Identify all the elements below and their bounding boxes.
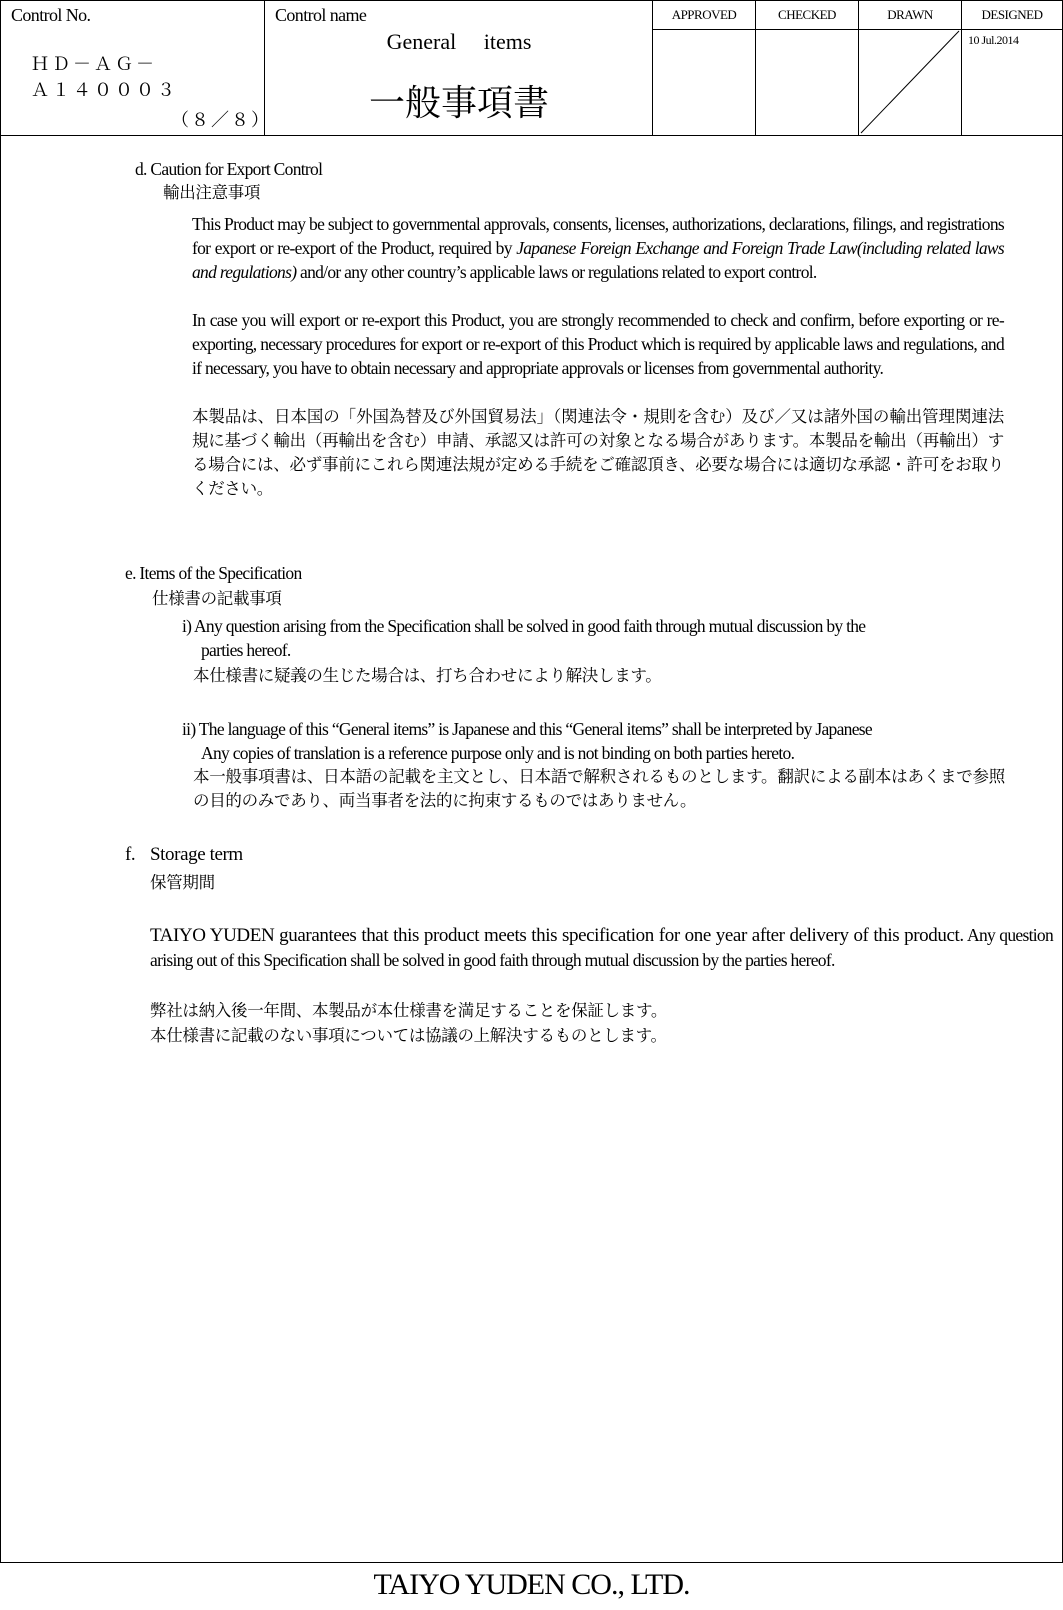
section-f-jp2: 本仕様書に記載のない事項については協議の上解決するものとします。 [150,1026,667,1045]
section-d-heading: d. Caution for Export Control [135,159,323,179]
control-no-line1: ＨＤ－ＡＧ－ [31,54,157,74]
designed-cell [962,1,1062,135]
control-name-jp: 一般事項書 [368,83,549,124]
section-d-para-jp: 本製品は、日本国の「外国為替及び外国貿易法」（関連法令・規則を含む）及び／又は諸外国の輸出管理関連法規に基づく輸出（再輸出を含む）申請、承認又は許可の対象となる場合があります。本製品を輸出（再輸出）する場合には、必ず事前にこれら関連法規が定める手続をご確認頂き、必要な場合には適切な承認・許可をお取りください。 [192,407,1004,498]
section-e-item1-line2: parties hereof. [201,640,291,660]
approved-label: APPROVED [653,1,755,30]
section-f-question: Any question arising out of this Specification shall be solved in good faith through mutual discussion by the parties hereof. [150,925,1053,970]
section-d-para1-a: This Product may be subject to governmental approvals, consents, licenses, authorizations, declarations, filings, and registrations for export or re-export of the Product, required by [192,214,1004,258]
checked-cell [756,1,859,135]
control-name-en: General items [386,29,532,54]
control-no-value [31,51,178,103]
control-no-line2: Ａ１４０００３ [31,80,178,100]
control-name-cell [265,1,653,135]
checked-label: CHECKED [756,1,858,30]
control-no-label: Control No. [11,5,91,25]
company-name: TAIYO YUDEN CO., LTD. [373,1568,690,1601]
section-d-para1-b: and/or any other country’s applicable laws or regulations related to export control. [296,262,817,282]
page-number: （８／８） [171,110,271,130]
designed-date: 10 Jul.2014 [968,33,1019,47]
section-f-guarantee: TAIYO YUDEN guarantees that this product meets this specification for one year after delivery of this product. [150,925,964,946]
title-block [1,1,1062,136]
section-f-heading: Storage term [150,844,243,865]
section-e-item2-line1: ii) The language of this “General items” is Japanese and this “General items” shall be interpreted by Japanese [182,719,872,739]
section-f-letter: f. [125,844,136,865]
designed-label: DESIGNED [962,1,1062,30]
drawn-strike-line [859,29,962,135]
section-f-para [150,923,1053,972]
section-f-heading-jp: 保管期間 [150,873,215,892]
section-d-para1 [192,212,1004,284]
control-name-label: Control name [275,5,367,25]
section-d-para1-law: Japanese Foreign Exchange and Foreign Trade Law(including related laws and regulations) [192,238,1004,282]
section-e-item2-jp: 本一般事項書は、日本語の記載を主文とし、日本語で解釈されるものとします。翻訳による副本はあくまで参照の目的のみであり、両当事者を法的に拘束するものではありません。 [193,767,1005,810]
section-e-item2-line2: Any copies of translation is a reference purpose only and is not binding on both parties hereto. [201,743,795,763]
section-f-jp1: 弊社は納入後一年間、本製品が本仕様書を満足することを保証します。 [150,1001,668,1020]
section-e-heading-jp: 仕様書の記載事項 [152,589,282,608]
section-d-para2: In case you will export or re-export this Product, you are strongly recommended to check and confirm, before exporting or re-exporting, necessary procedures for export or re-export of this Product which is required by applicable laws and regulations, and if necessary, you have to obtain necessary and appropriate approvals or licenses from governmental authority. [192,310,1004,378]
drawn-label: DRAWN [859,1,961,30]
section-e-item1-jp: 本仕様書に疑義の生じた場合は、打ち合わせにより解決します。 [193,666,662,685]
drawn-cell [859,1,962,135]
section-e-item1-line1: i) Any question arising from the Specification shall be solved in good faith through mutual discussion by the [182,616,866,636]
approved-cell [653,1,756,135]
section-e-heading: e. Items of the Specification [125,563,302,583]
section-d-heading-jp: 輸出注意事項 [163,183,261,202]
control-no-cell [1,1,271,135]
